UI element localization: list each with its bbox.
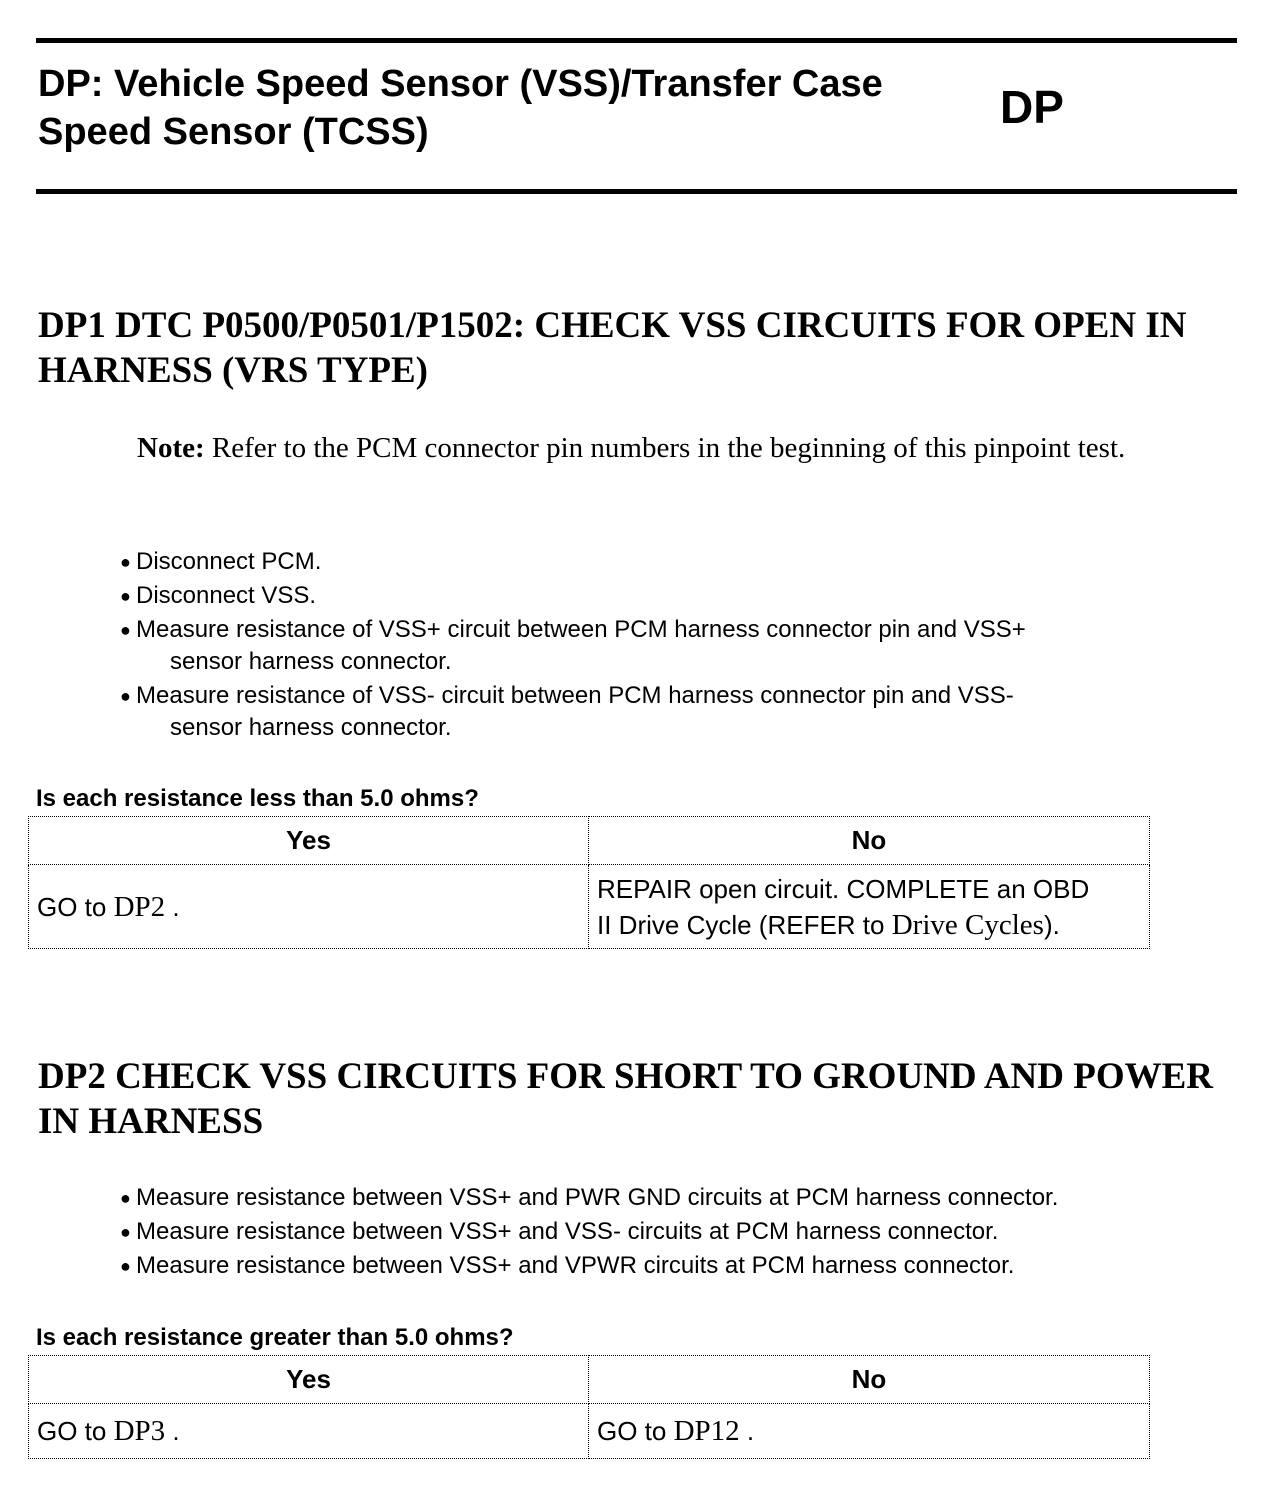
header-bottom-rule	[36, 189, 1237, 194]
list-item: ● Measure resistance of VSS- circuit between PCM harness connector pin and VSS- sensor harness connector.	[120, 682, 1014, 741]
note-label: Note:	[137, 432, 205, 464]
page-title: DP: Vehicle Speed Sensor (VSS)/Transfer Case Speed Sensor (TCSS)	[38, 63, 883, 153]
section-code: DP	[1000, 81, 1064, 133]
bullet-icon: ●	[120, 1256, 131, 1276]
list-item: ● Measure resistance between VSS+ and VPWR circuits at PCM harness connector.	[118, 1250, 1058, 1282]
note-text: Refer to the PCM connector pin numbers in the beginning of this pinpoint test.	[211, 432, 1126, 464]
no-cell: REPAIR open circuit. COMPLETE an OBD II Drive Cycle (REFER to Drive Cycles).	[589, 865, 1150, 949]
bullet-icon: ●	[120, 552, 131, 572]
yes-cell: GO to DP2 .	[29, 865, 589, 949]
bullet-icon: ●	[120, 586, 131, 606]
yes-no-table	[28, 1355, 1150, 1459]
yes-no-table	[28, 816, 1150, 949]
list-item: ● Measure resistance between VSS+ and PWR GND circuits at PCM harness connector.	[118, 1182, 1058, 1214]
no-header: No	[589, 1356, 1150, 1404]
list-item: ● Disconnect VSS.	[118, 580, 1026, 612]
bullet-icon: ●	[120, 686, 131, 706]
step-heading: DP1 DTC P0500/P0501/P1502: CHECK VSS CIRCUITS FOR OPEN IN HARNESS (VRS TYPE)	[38, 305, 1187, 391]
note	[137, 428, 1227, 468]
instruction-list	[118, 1182, 1058, 1284]
bullet-icon: ●	[120, 1188, 131, 1208]
dp3-link[interactable]: DP3	[113, 1415, 166, 1447]
drive-cycles-link[interactable]: Drive Cycles	[891, 908, 1044, 941]
no-header: No	[589, 817, 1150, 865]
list-item: ● Disconnect PCM.	[118, 546, 1026, 578]
question: Is each resistance greater than 5.0 ohms?	[36, 1324, 514, 1351]
bullet-icon: ●	[120, 1222, 131, 1242]
instruction-list	[118, 546, 1026, 746]
list-item: ● Measure resistance between VSS+ and VSS- circuits at PCM harness connector.	[118, 1216, 1058, 1248]
list-item: ● Measure resistance of VSS+ circuit between PCM harness connector pin and VSS+ sensor harness connector.	[120, 616, 1026, 675]
bullet-icon: ●	[120, 620, 131, 640]
yes-header: Yes	[29, 817, 589, 865]
dp2-link[interactable]: DP2	[113, 890, 166, 923]
top-rule	[36, 38, 1237, 43]
dp12-link[interactable]: DP12	[673, 1415, 740, 1447]
no-cell: GO to DP12 .	[589, 1404, 1150, 1459]
step-heading: DP2 CHECK VSS CIRCUITS FOR SHORT TO GROUND AND POWER IN HARNESS	[38, 1056, 1214, 1142]
yes-header: Yes	[29, 1356, 589, 1404]
yes-cell: GO to DP3 .	[29, 1404, 589, 1459]
question: Is each resistance less than 5.0 ohms?	[36, 785, 479, 812]
